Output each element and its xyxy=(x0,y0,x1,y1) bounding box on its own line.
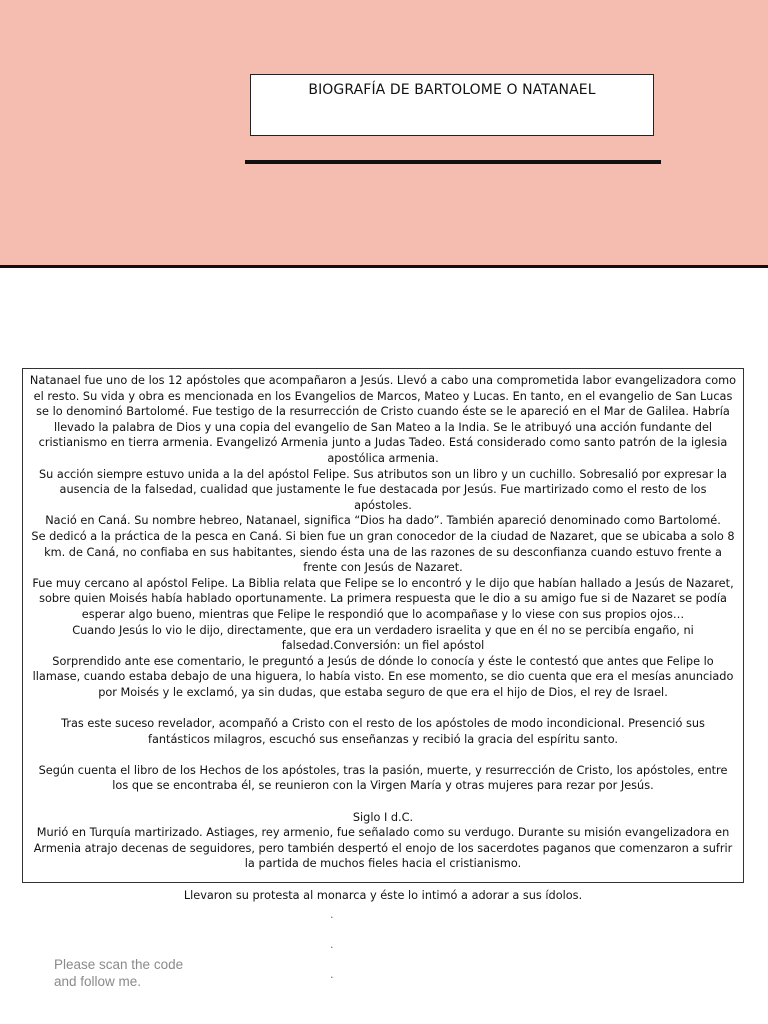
title-underline-rule xyxy=(245,160,661,164)
paragraph-century: Siglo I d.C. xyxy=(352,810,414,824)
paragraph-intro: Natanael fue uno de los 12 apóstoles que acompañaron a Jesús. Llevó a cabo una comprometida labor evangelizadora como el resto. Su vida y obra es mencionada en los Evangelios de Marcos, Mateo y Lucas. En tanto, en el evangelio de San Lucas se lo denominó Bartolomé. Fue testigo de la resurrección de Cristo cuando éste se le apareció en el Mar de Galilea. Habría llevado la palabra de Dios y una copia del evangelio de San Mateo a la India. Se le atribuyó una acción fundante del cristianismo en tierra armenia. Evangelizó Armenia junto a Judas Tadeo. Está considerado como santo patrón de la iglesia apostólica armenia. xyxy=(29,374,737,465)
dot-separator: . xyxy=(330,968,334,981)
dot-separator: . xyxy=(330,908,334,921)
paragraph-attributes: Su acción siempre estuvo unida a la del apóstol Felipe. Sus atributos son un libro y un cuchillo. Sobresalió por expresar la ausencia de la falsedad, cualidad que justamente le fue destacada por Jesús. Fue martirizado como el resto de los apóstoles. xyxy=(38,467,727,512)
paragraph-martyrdom: Murió en Turquía martirizado. Astiages, rey armenio, fue señalado como su verdugo. Durante su misión evangelizadora en Armenia atrajo decenas de seguidores, pero también despertó el enojo de los sacerdotes paganos que comenzaron a sufrir la partida de muchos fieles hacia el cristianismo. xyxy=(33,826,733,871)
paragraph-felipe: Fue muy cercano al apóstol Felipe. La Biblia relata que Felipe se lo encontró y le dijo que habían hallado a Jesús de Nazaret, sobre quien Moisés había hablado oportunamente. La primera respuesta que le dio a su amigo fue si de Nazaret se podía esperar algo bueno, mientras que Felipe le respondió que lo acompañase y lo viese con sus propios ojos… xyxy=(32,576,734,621)
dot-separators xyxy=(330,900,340,990)
header-band xyxy=(0,0,768,268)
paragraph-protest: Llevaron su protesta al monarca y éste lo intimó a adorar a sus ídolos. xyxy=(183,888,583,902)
biography-text-box xyxy=(22,368,744,902)
paragraph-follower: Tras este suceso revelador, acompañó a Cristo con el resto de los apóstoles de modo incondicional. Presenció sus fantásticos milagros, escuchó sus enseñanzas y recibió la gracia del espíritu santo. xyxy=(61,717,705,746)
paragraph-meeting-jesus: Cuando Jesús lo vio le dijo, directamente, que era un verdadero israelita y que en él no se percibía engaño, ni falsedad.Conversión: un fiel apóstol xyxy=(72,623,694,653)
title-box xyxy=(250,74,654,136)
dot-separator: . xyxy=(330,938,334,951)
paragraph-birth: Nació en Caná. Su nombre hebreo, Natanael, significa “Dios ha dado”. También apareció denominado como Bartolomé. xyxy=(45,514,721,528)
footer-scan-note xyxy=(54,956,254,990)
footer-line-1: Please scan the code xyxy=(54,957,184,972)
paragraph-fig-tree: Sorprendido ante ese comentario, le preguntó a Jesús de dónde lo conocía y éste le contestó que antes que Felipe lo llamase, cuando estaba debajo de una higuera, lo había visto. En ese momento, se dio cuenta que era el mesías anunciado por Moisés y le exclamó, ya sin dudas, que estaba seguro de que era el hijo de Dios, el rey de Israel. xyxy=(32,654,734,699)
paragraph-fishing: Se dedicó a la práctica de la pesca en Caná. Si bien fue un gran conocedor de la ciudad de Nazaret, que se ubicaba a solo 8 km. de Caná, no confiaba en sus habitantes, siendo ésta una de las razones de su desconfianza cuando estuvo frente a frente con Jesús de Nazaret. xyxy=(31,529,735,575)
document-title: BIOGRAFÍA DE BARTOLOME O NATANAEL xyxy=(308,82,596,98)
paragraph-acts: Según cuenta el libro de los Hechos de los apóstoles, tras la pasión, muerte, y resurrección de Cristo, los apóstoles, entre los que se encontraba él, se reunieron con la Virgen María y otras mujeres para rezar por Jesús. xyxy=(38,763,728,793)
footer-line-2: and follow me. xyxy=(54,974,142,989)
